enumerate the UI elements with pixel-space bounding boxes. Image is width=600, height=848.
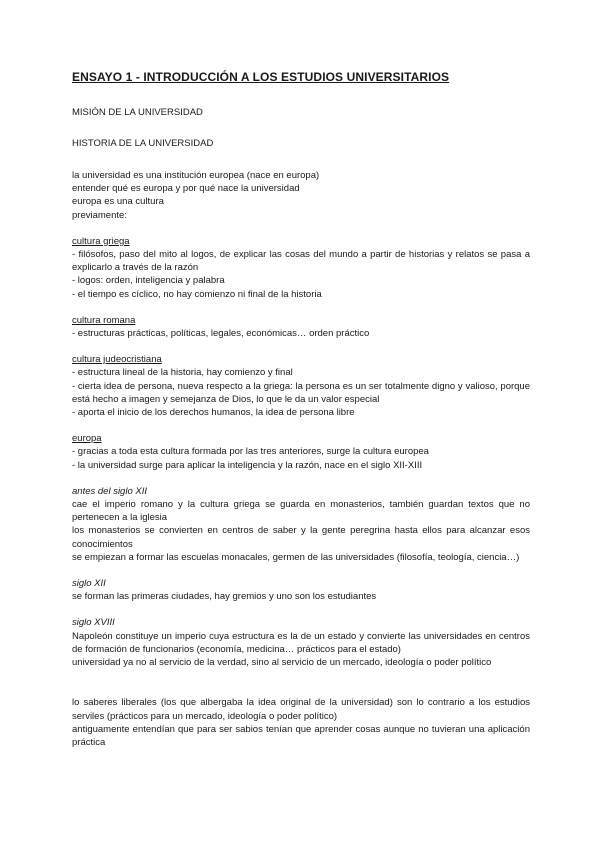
section-line: Napoleón constituye un imperio cuya estructura es la de un estado y convierte las universidades en centros de formación de funcionarios (economía, medicina… prácticos para el estado) [72,630,530,655]
section-title: cultura romana [72,314,136,326]
document-title: ENSAYO 1 - INTRODUCCIÓN A LOS ESTUDIOS UNIVERSITARIOS [72,70,450,84]
section-cultura-romana [72,314,530,340]
section-siglo-xii [72,577,530,603]
section-line: - filósofos, paso del mito al logos, de explicar las cosas del mundo a partir de historias y relatos se pasa a explicarlo a través de la razón [72,249,530,274]
section-antes-siglo-xii [72,485,530,564]
heading-historia: HISTORIA DE LA UNIVERSIDAD [72,138,214,149]
section-title: siglo XVIII [72,617,115,629]
intro-line: entender qué es europa y por qué nace la universidad [72,183,300,195]
intro-block [72,169,530,222]
section-cultura-griega [72,235,530,301]
closing-line: antiguamente entendían que para ser sabios tenían que aprender cosas aunque no tuvieran una aplicación práctica [72,723,530,748]
section-title: siglo XII [72,578,106,590]
heading-mision: MISIÓN DE LA UNIVERSIDAD [72,107,203,118]
section-line: - cierta idea de persona, nueva respecto a la griega: la persona es un ser totalmente digno y valioso, porque está hecho a imagen y semejanza de Dios, lo que le da un valor especial [72,380,530,405]
section-line: universidad ya no al servicio de la verdad, sino al servicio de un mercado, ideología o poder político [72,657,492,669]
section-line: cae el imperio romano y la cultura griega se guarda en monasterios, también guardan textos que no pertenecen a la iglesia [72,499,530,524]
section-title: antes del siglo XII [72,485,147,497]
intro-line: previamente: [72,209,127,221]
section-line: - el tiempo es cíclico, no hay comienzo ni final de la historia [72,288,322,300]
section-line: los monasterios se convierten en centros de saber y la gente peregrina hasta ellos para alcanzar esos conocimientos [72,525,530,550]
section-cultura-judeocristiana [72,353,530,419]
section-line: se empiezan a formar las escuelas monacales, germen de las universidades (filosofía, teología, ciencia…) [72,551,520,563]
intro-line: europa es una cultura [72,196,164,208]
section-line: - estructuras prácticas, políticas, legales, económicas… orden práctico [72,328,370,340]
section-line: se forman las primeras ciudades, hay gremios y uno son los estudiantes [72,591,377,603]
section-line: - la universidad surge para aplicar la inteligencia y la razón, nace en el siglo XII-XIII [72,459,423,471]
section-europa [72,432,530,472]
closing-block [72,696,530,749]
section-title: europa [72,433,102,445]
intro-line: la universidad es una institución europea (nace en europa) [72,170,320,181]
section-line: - aporta el inicio de los derechos humanos, la idea de persona libre [72,407,355,419]
section-title: cultura judeocristiana [72,354,162,366]
section-line: - estructura lineal de la historia, hay comienzo y final [72,367,293,379]
section-line: - logos: orden, inteligencia y palabra [72,275,225,287]
section-title: cultura griega [72,235,130,247]
closing-line: lo saberes liberales (los que albergaba la idea original de la universidad) son lo contrario a los estudios serviles (prácticos para un mercado, ideología o poder político) [72,697,530,722]
section-line: - gracias a toda esta cultura formada por las tres anteriores, surge la cultura europea [72,446,429,458]
section-siglo-xviii [72,616,530,669]
